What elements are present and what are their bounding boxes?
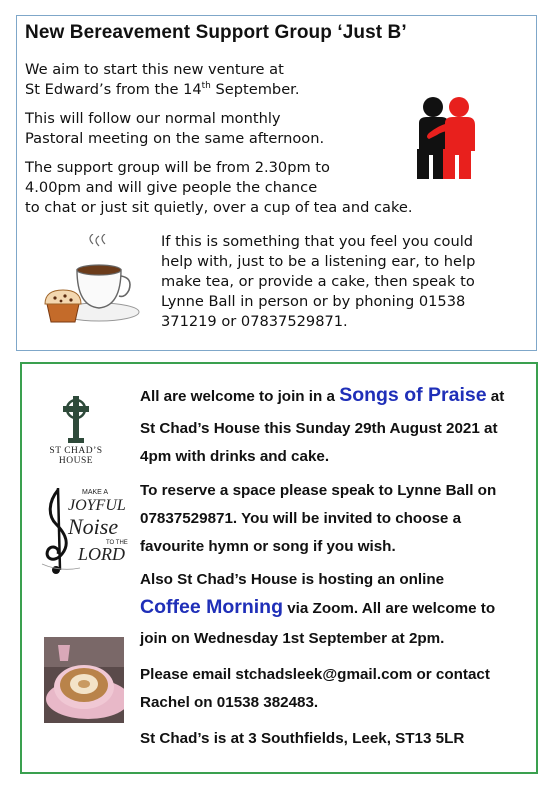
joyful-word: JOYFUL bbox=[68, 497, 126, 514]
st-chads-logo bbox=[46, 394, 106, 474]
joyful-make-a: MAKE A bbox=[82, 489, 109, 496]
joyful-noise-image bbox=[40, 482, 130, 577]
contact-line-2: Rachel on 01538 382483. bbox=[140, 694, 319, 711]
reserve-line-3: favourite hymn or song if you wish. bbox=[140, 538, 396, 555]
reserve-line-1: To reserve a space please speak to Lynne Ball on bbox=[140, 482, 497, 499]
help-line-4: Lynne Ball in person or by phoning 01538 bbox=[161, 293, 466, 310]
pastoral-line-2: Pastoral meeting on the same afternoon. bbox=[25, 130, 325, 147]
songs-of-praise-highlight: Songs of Praise bbox=[339, 384, 487, 406]
songs-line-1 bbox=[140, 384, 504, 407]
ordinal-suffix: th bbox=[201, 81, 211, 91]
pastoral-line-1: This will follow our normal monthly bbox=[25, 110, 281, 127]
celtic-cross-icon bbox=[46, 394, 106, 444]
help-line-5: 371219 or 07837529871. bbox=[161, 313, 348, 330]
intro-line-2-end: September. bbox=[210, 81, 300, 98]
times-line-3: to chat or just sit quietly, over a cup of tea and cake. bbox=[25, 199, 413, 216]
pastoral-paragraph bbox=[25, 109, 324, 149]
st-chads-logo-text bbox=[46, 446, 106, 466]
intro-line-2 bbox=[25, 80, 299, 100]
stchads-box bbox=[20, 362, 538, 774]
coffee-cup-photo bbox=[44, 637, 124, 723]
noise-word: Noise bbox=[68, 514, 119, 539]
to-the-word: TO THE bbox=[106, 540, 128, 546]
logo-line-2: HOUSE bbox=[58, 456, 94, 466]
coffee-line-2 bbox=[140, 596, 495, 619]
coffee-line-2-end: via Zoom. All are welcome to bbox=[282, 600, 496, 617]
help-line-3: make tea, or provide a cake, then speak to bbox=[161, 273, 475, 290]
intro-paragraph bbox=[25, 60, 299, 100]
songs-line-3: 4pm with drinks and cake. bbox=[140, 448, 330, 465]
times-paragraph bbox=[25, 158, 413, 218]
lord-word: LORD bbox=[78, 544, 126, 564]
help-paragraph bbox=[161, 232, 475, 332]
times-line-1: The support group will be from 2.30pm to bbox=[25, 159, 330, 176]
coffee-morning-highlight: Coffee Morning bbox=[140, 596, 283, 618]
intro-line-2-text: St Edward’s from the 14 bbox=[25, 81, 202, 98]
address-line: St Chad’s is at 3 Southfields, Leek, ST13 5LR bbox=[140, 730, 465, 747]
times-line-2: 4.00pm and will give people the chance bbox=[25, 179, 318, 196]
treble-clef-icon bbox=[47, 490, 66, 559]
coffee-line-1: Also St Chad’s House is hosting an online bbox=[140, 571, 445, 588]
coffee-line-3: join on Wednesday 1st September at 2pm. bbox=[140, 630, 445, 647]
coffee-photo-drawing bbox=[44, 637, 124, 723]
hugging-people-icon bbox=[409, 93, 481, 179]
help-line-1: If this is something that you feel you could bbox=[161, 233, 474, 250]
songs-line-1-end: at bbox=[486, 388, 505, 405]
contact-line-1: Please email stchadsleek@gmail.com or contact bbox=[140, 666, 490, 683]
songs-line-1-text: All are welcome to join in a bbox=[140, 388, 340, 405]
bereavement-title: New Bereavement Support Group ‘Just B’ bbox=[25, 22, 407, 43]
intro-line-1: We aim to start this new venture at bbox=[25, 61, 284, 78]
help-line-2: help with, just to be a listening ear, to help bbox=[161, 253, 476, 270]
reserve-line-2: 07837529871. You will be invited to choose a bbox=[140, 510, 462, 527]
songs-line-2: St Chad’s House this Sunday 29th August 2021 at bbox=[140, 420, 498, 437]
logo-line-1: ST CHAD’S bbox=[49, 446, 103, 456]
tea-cup-cake-icon bbox=[41, 234, 141, 332]
bereavement-box bbox=[16, 15, 537, 351]
